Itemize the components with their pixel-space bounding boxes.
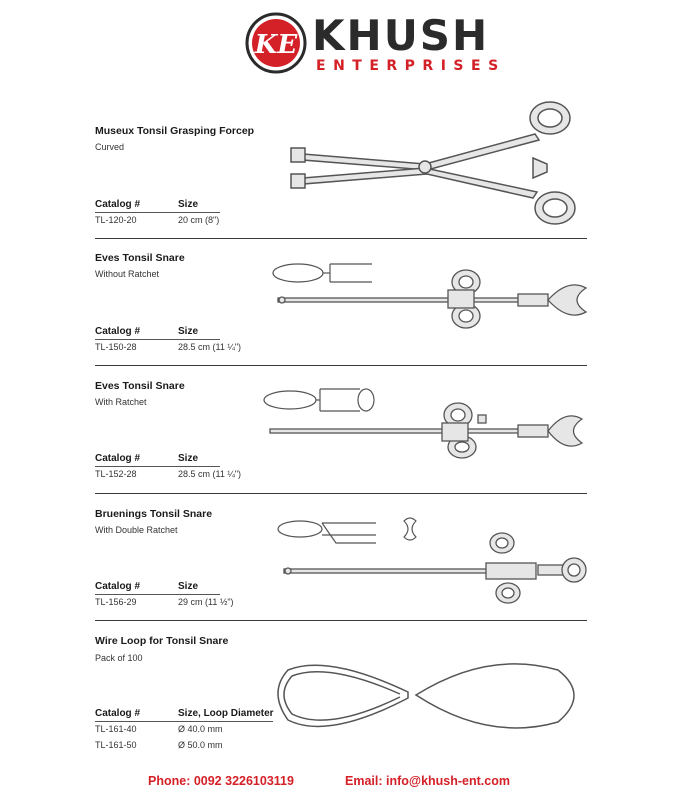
wire-loop-illustration-icon (268, 650, 590, 746)
ratchet-snare-illustration-icon (260, 385, 588, 461)
catalog-number: TL-161-40 (95, 724, 137, 734)
catalog-header: Catalog # (95, 708, 141, 719)
size-header: Size (178, 581, 199, 592)
catalog-number: TL-161-50 (95, 740, 137, 750)
size-value: 28.5 cm (11 ¼") (178, 342, 242, 352)
size-value: Ø 50.0 mm (178, 740, 223, 750)
table-divider (95, 466, 220, 467)
brand-emblem-text: KE (254, 30, 298, 60)
product-title: Wire Loop for Tonsil Snare (95, 635, 229, 647)
size-value: 28.5 cm (11 ¼") (178, 469, 242, 479)
table-divider (95, 594, 220, 595)
table-divider (95, 339, 220, 340)
product-title: Eves Tonsil Snare (95, 380, 185, 392)
section-divider (95, 238, 587, 239)
catalog-number: TL-156-29 (95, 597, 137, 607)
size-header: Size (178, 453, 199, 464)
catalog-header: Catalog # (95, 199, 141, 210)
phone-contact[interactable]: Phone: 0092 3226103119 (148, 774, 294, 788)
catalog-number: TL-120-20 (95, 215, 137, 225)
size-value: 20 cm (8") (178, 215, 220, 225)
footer (0, 774, 689, 794)
catalog-header: Catalog # (95, 326, 141, 337)
header (0, 0, 689, 90)
product-subtitle: With Double Ratchet (95, 525, 178, 535)
catalog-number: TL-152-28 (95, 469, 137, 479)
double-ratchet-snare-illustration-icon (276, 515, 588, 605)
catalog-header: Catalog # (95, 453, 141, 464)
brand-tagline: ENTERPRISES (316, 58, 506, 74)
product-title: Museux Tonsil Grasping Forcep (95, 125, 255, 137)
section-divider (95, 620, 587, 621)
product-subtitle: Without Ratchet (95, 269, 160, 279)
size-header: Size (178, 326, 199, 337)
forcep-illustration-icon (285, 98, 585, 230)
catalog-header: Catalog # (95, 581, 141, 592)
product-subtitle: Curved (95, 142, 125, 152)
size-value: Ø 40.0 mm (178, 724, 223, 734)
size-header: Size, Loop Diameter (178, 708, 274, 719)
product-subtitle: With Ratchet (95, 397, 147, 407)
section-divider (95, 493, 587, 494)
snare-illustration-icon (268, 258, 588, 330)
size-value: 29 cm (11 ½") (178, 597, 234, 607)
size-header: Size (178, 199, 199, 210)
brand-name: KHUSH (312, 11, 490, 60)
section-divider (95, 365, 587, 366)
product-title: Eves Tonsil Snare (95, 252, 185, 264)
brand-emblem-icon (245, 12, 307, 74)
product-title: Bruenings Tonsil Snare (95, 508, 213, 520)
email-contact[interactable]: Email: info@khush-ent.com (345, 774, 510, 788)
catalog-number: TL-150-28 (95, 342, 137, 352)
table-divider (95, 212, 220, 213)
table-divider (95, 721, 273, 722)
product-subtitle: Pack of 100 (95, 653, 143, 663)
